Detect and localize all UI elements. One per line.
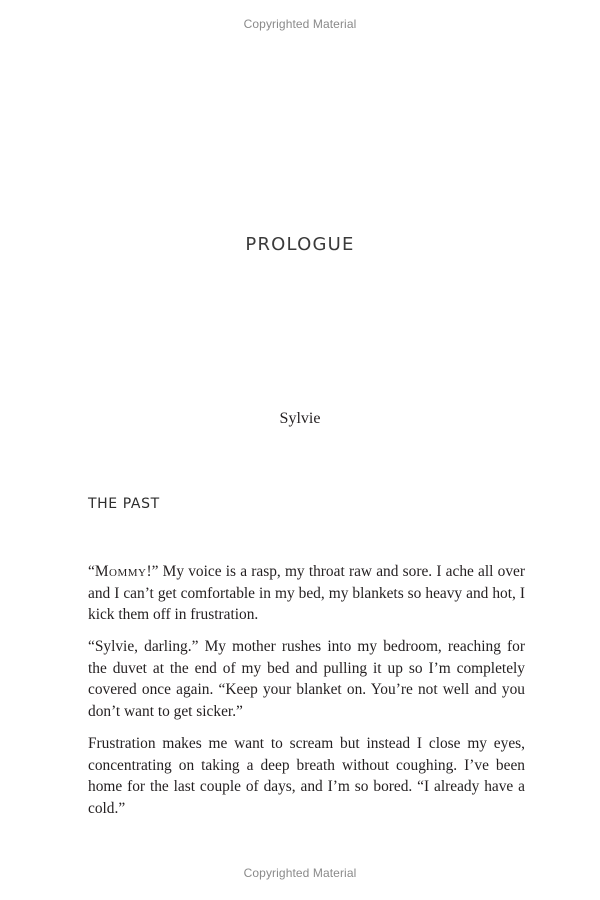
small-caps-word: Mommy — [94, 563, 147, 580]
paragraph-2: “Sylvie, darling.” My mother rushes into my bedroom, reaching for the duvet at the end of my bed and pulling it up so I’m completely covered once again. “Keep your blanket on. You’re not well and you don’t want to get sicker.” — [88, 638, 525, 721]
paragraph-1-rest: !” My voice is a rasp, my throat raw and sore. I ache all over and I can’t get comfortable in my bed, my blankets so heavy and hot, I kick them off in frustration. — [88, 563, 525, 624]
section-heading: THE PAST — [88, 496, 160, 512]
body-text — [88, 561, 525, 830]
pov-character-name: Sylvie — [279, 410, 321, 427]
chapter-title: PROLOGUE — [245, 234, 355, 255]
opening-quote: “ — [88, 563, 95, 580]
paragraph-1 — [88, 561, 525, 626]
paragraph-3: Frustration makes me want to scream but instead I close my eyes, concentrating on taking a deep breath without coughing. I’ve been home for the last couple of days, and I’m so bored. “I already have a cold.” — [88, 735, 525, 817]
copyright-watermark-top: Copyrighted Material — [243, 17, 357, 31]
copyright-watermark-bottom: Copyrighted Material — [243, 866, 357, 880]
